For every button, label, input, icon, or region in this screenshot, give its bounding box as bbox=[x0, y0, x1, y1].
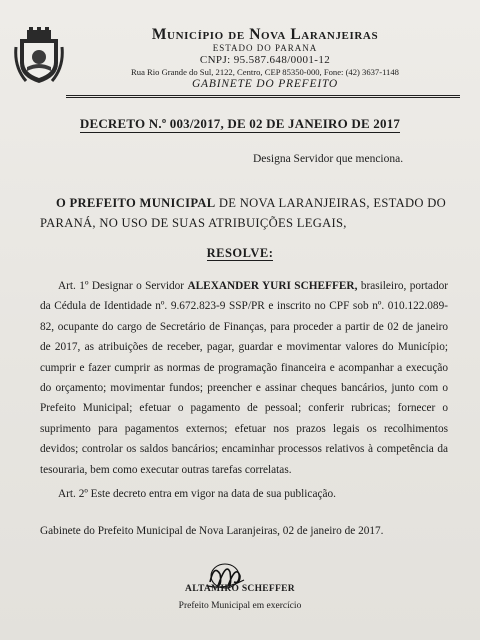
decree-summary: Designa Servidor que menciona. bbox=[253, 153, 404, 165]
resolve-text: RESOLVE: bbox=[206, 246, 274, 260]
signer-name: ALTAMIRO SCHEFFER bbox=[185, 584, 295, 594]
article-2: Art. 2º Este decreto entra em vigor na data de sua publicação. bbox=[58, 488, 336, 500]
address: Rua Rio Grande do Sul, 2122, Centro, CEP 85350-000, Fone: (42) 3637-1148 bbox=[131, 67, 399, 77]
decree-title-text: DECRETO N.º 003/2017, DE 02 DE JANEIRO DE 2017 bbox=[79, 116, 401, 131]
designated-servant-name: ALEXANDER YURI SCHEFFER, bbox=[187, 280, 358, 292]
preamble-text: DE NOVA LARANJEIRAS, ESTADO DO PARANÁ, NO USO DE SUAS ATRIBUIÇÕES LEGAIS, bbox=[40, 196, 447, 230]
article-1 bbox=[40, 276, 448, 480]
article-1-start: Art. 1º Designar o Servidor bbox=[58, 280, 188, 292]
state-name: ESTADO DO PARANA bbox=[212, 43, 318, 53]
header-divider bbox=[66, 95, 460, 96]
preamble-authority: O PREFEITO MUNICIPAL bbox=[56, 196, 216, 210]
header-divider bbox=[66, 97, 460, 98]
office-name: GABINETE DO PREFEITO bbox=[191, 78, 339, 90]
decree-title bbox=[0, 116, 480, 132]
closing-location-date: Gabinete do Prefeito Municipal de Nova Laranjeiras, 02 de janeiro de 2017. bbox=[40, 525, 384, 537]
resolve-heading bbox=[0, 246, 480, 261]
municipality-name: Município de Nova Laranjeiras bbox=[151, 26, 379, 43]
preamble bbox=[40, 193, 460, 233]
letterhead bbox=[0, 0, 480, 118]
signer-role: Prefeito Municipal em exercício bbox=[178, 601, 302, 611]
cnpj: CNPJ: 95.587.648/0001-12 bbox=[199, 54, 331, 66]
article-1-text: brasileiro, portador da Cédula de Identidade nº. 9.672.823-9 SSP/PR e inscrito no CPF sob nº. 010.122.089-82, ocupante do cargo de Secretário de Finanças, para proceder a partir de 02 de janeiro de 2017, as atribuições de receber, pagar, guardar e movimentar valores do Município; cumprir e fazer cumprir as normas de programação financeira e acompanhar a execução do orçamento; movimentar fundos; preencher e assinar cheques bancários, junto com o Prefeito Municipal; efetuar o pagamento de pessoal; conferir rubricas; fornecer o suprimento para pagamentos externos; efetuar nos prazos legais os recolhimentos devidos; controlar os saldos bancários; encaminhar processos relativos à competência da tesouraria, bem como executar outras tarefas correlatas. bbox=[40, 280, 448, 476]
municipal-crest-icon bbox=[14, 27, 64, 85]
